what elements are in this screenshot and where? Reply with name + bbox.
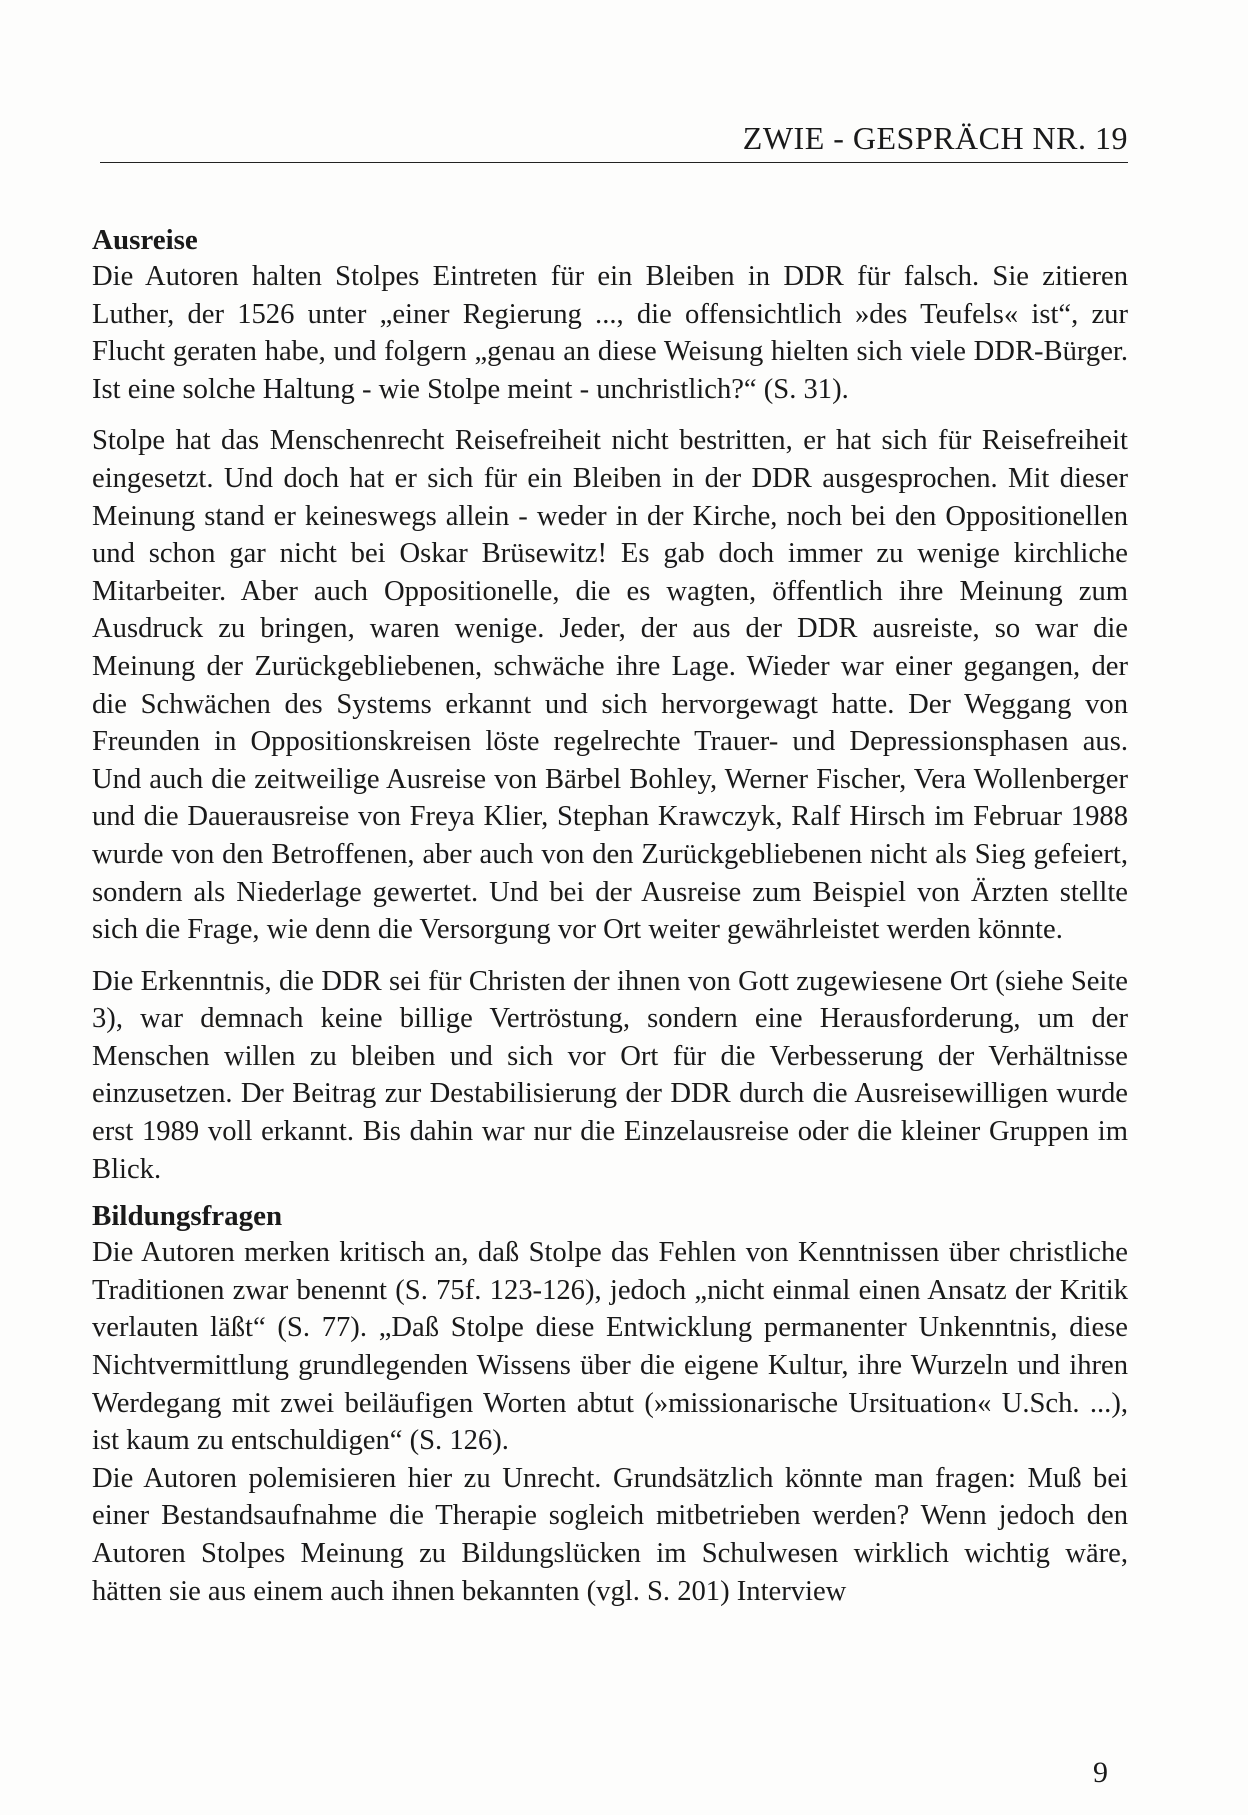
paragraph: Die Autoren polemisieren hier zu Unrecht. Grundsätzlich könnte man fragen: Muß bei einer Bestandsaufnahme die Therapie sogleich mitbetrieben werden? Wenn jedoch den Autoren Stolpes Meinung zu Bildungslücken im Schulwesen wirklich wichtig wäre, hätten sie aus einem auch ihnen bekannten (vgl. S. 201) Interview xyxy=(92,1462,1128,1607)
section-heading-ausreise: Ausreise xyxy=(92,224,198,256)
section-heading-bildungsfragen: Bildungsfragen xyxy=(92,1200,283,1233)
paragraph: Stolpe hat das Menschenrecht Reisefreiheit nicht bestritten, er hat sich für Reisefreiheit eingesetzt. Und doch hat er sich für ein Bleiben in der DDR ausgesprochen. Mit dieser Meinung stand er keineswegs allein - weder in der Kirche, noch bei den Oppositionellen und schon gar nicht bei Oskar Brüsewitz! Es gab doch immer zu wenige kirchliche Mitarbeiter. Aber auch Oppositionelle, die es wagten, öffentlich ihre Meinung zum Ausdruck zu bringen, waren wenige. Jeder, der aus der DDR ausreiste, so war die Meinung der Zurückgebliebenen, schwäche ihre Lage. Wieder war einer gegangen, der die Schwächen des Systems erkannt und sich hervorgewagt hatte. Der Weggang von Freunden in Oppositionskreisen löste regelrechte Trauer- und Depressionsphasen aus. Und auch die zeitweilige Ausreise von Bärbel Bohley, Werner Fischer, Vera Wollenberger und die Dauerausreise von Freya Klier, Stephan Krawczyk, Ralf Hirsch im Februar 1988 wurde von den Betroffenen, aber auch von den Zurückgebliebenen nicht als Sieg gefeiert, sondern als Niederlage gewertet. Und bei der Ausreise zum Beispiel von Ärzten stellte sich die Frage, wie denn die Versorgung vor Ort weiter gewährleistet werden könnte. xyxy=(92,425,1128,946)
paragraph-spacer xyxy=(92,408,1128,422)
paragraph: Die Autoren merken kritisch an, daß Stolpe das Fehlen von Kenntnissen über christliche Traditionen zwar benennt (S. 75f. 123-126), jedoch „nicht einmal einen Ansatz der Kritik verlauten läßt“ (S. 77). „Daß Stolpe diese Entwicklung permanenter Unkenntnis, diese Nichtvermittlung grundlegenden Wissens über die eigene Kultur, ihre Wurzeln und ihren Werdegang mit zwei beiläufigen Worten abtut (»missionarische Ursituation« U.Sch. ...), ist kaum zu entschuldigen“ (S. 126). xyxy=(92,1237,1128,1457)
paragraph-spacer xyxy=(92,1188,1128,1198)
page-body xyxy=(92,222,1128,1610)
paragraph-spacer xyxy=(92,949,1128,963)
paragraph: Die Erkenntnis, die DDR sei für Christen der ihnen von Gott zugewiesene Ort (siehe Seite 3), war demnach keine billige Vertröstung, sondern eine Herausforderung, um der Menschen willen zu bleiben und sich vor Ort für die Verbesserung der Verhältnisse einzusetzen. Der Beitrag zur Destabilisierung der DDR durch die Ausreisewilligen wurde erst 1989 voll erkannt. Bis dahin war nur die Einzelausreise oder die kleiner Gruppen im Blick. xyxy=(92,965,1128,1185)
header-rule xyxy=(100,162,1128,163)
paragraph: Die Autoren halten Stolpes Eintreten für ein Bleiben in DDR für falsch. Sie zitieren Luther, der 1526 unter „einer Regierung ..., die offensichtlich »des Teufels« ist“, zur Flucht geraten habe, und folgern „genau an diese Weisung hielten sich viele DDR-Bürger. Ist eine solche Haltung - wie Stolpe meint - unchristlich?“ (S. 31). xyxy=(92,261,1128,405)
running-header-title: ZWIE - GESPRÄCH NR. 19 xyxy=(742,120,1128,156)
page-number: 9 xyxy=(1093,1756,1108,1789)
